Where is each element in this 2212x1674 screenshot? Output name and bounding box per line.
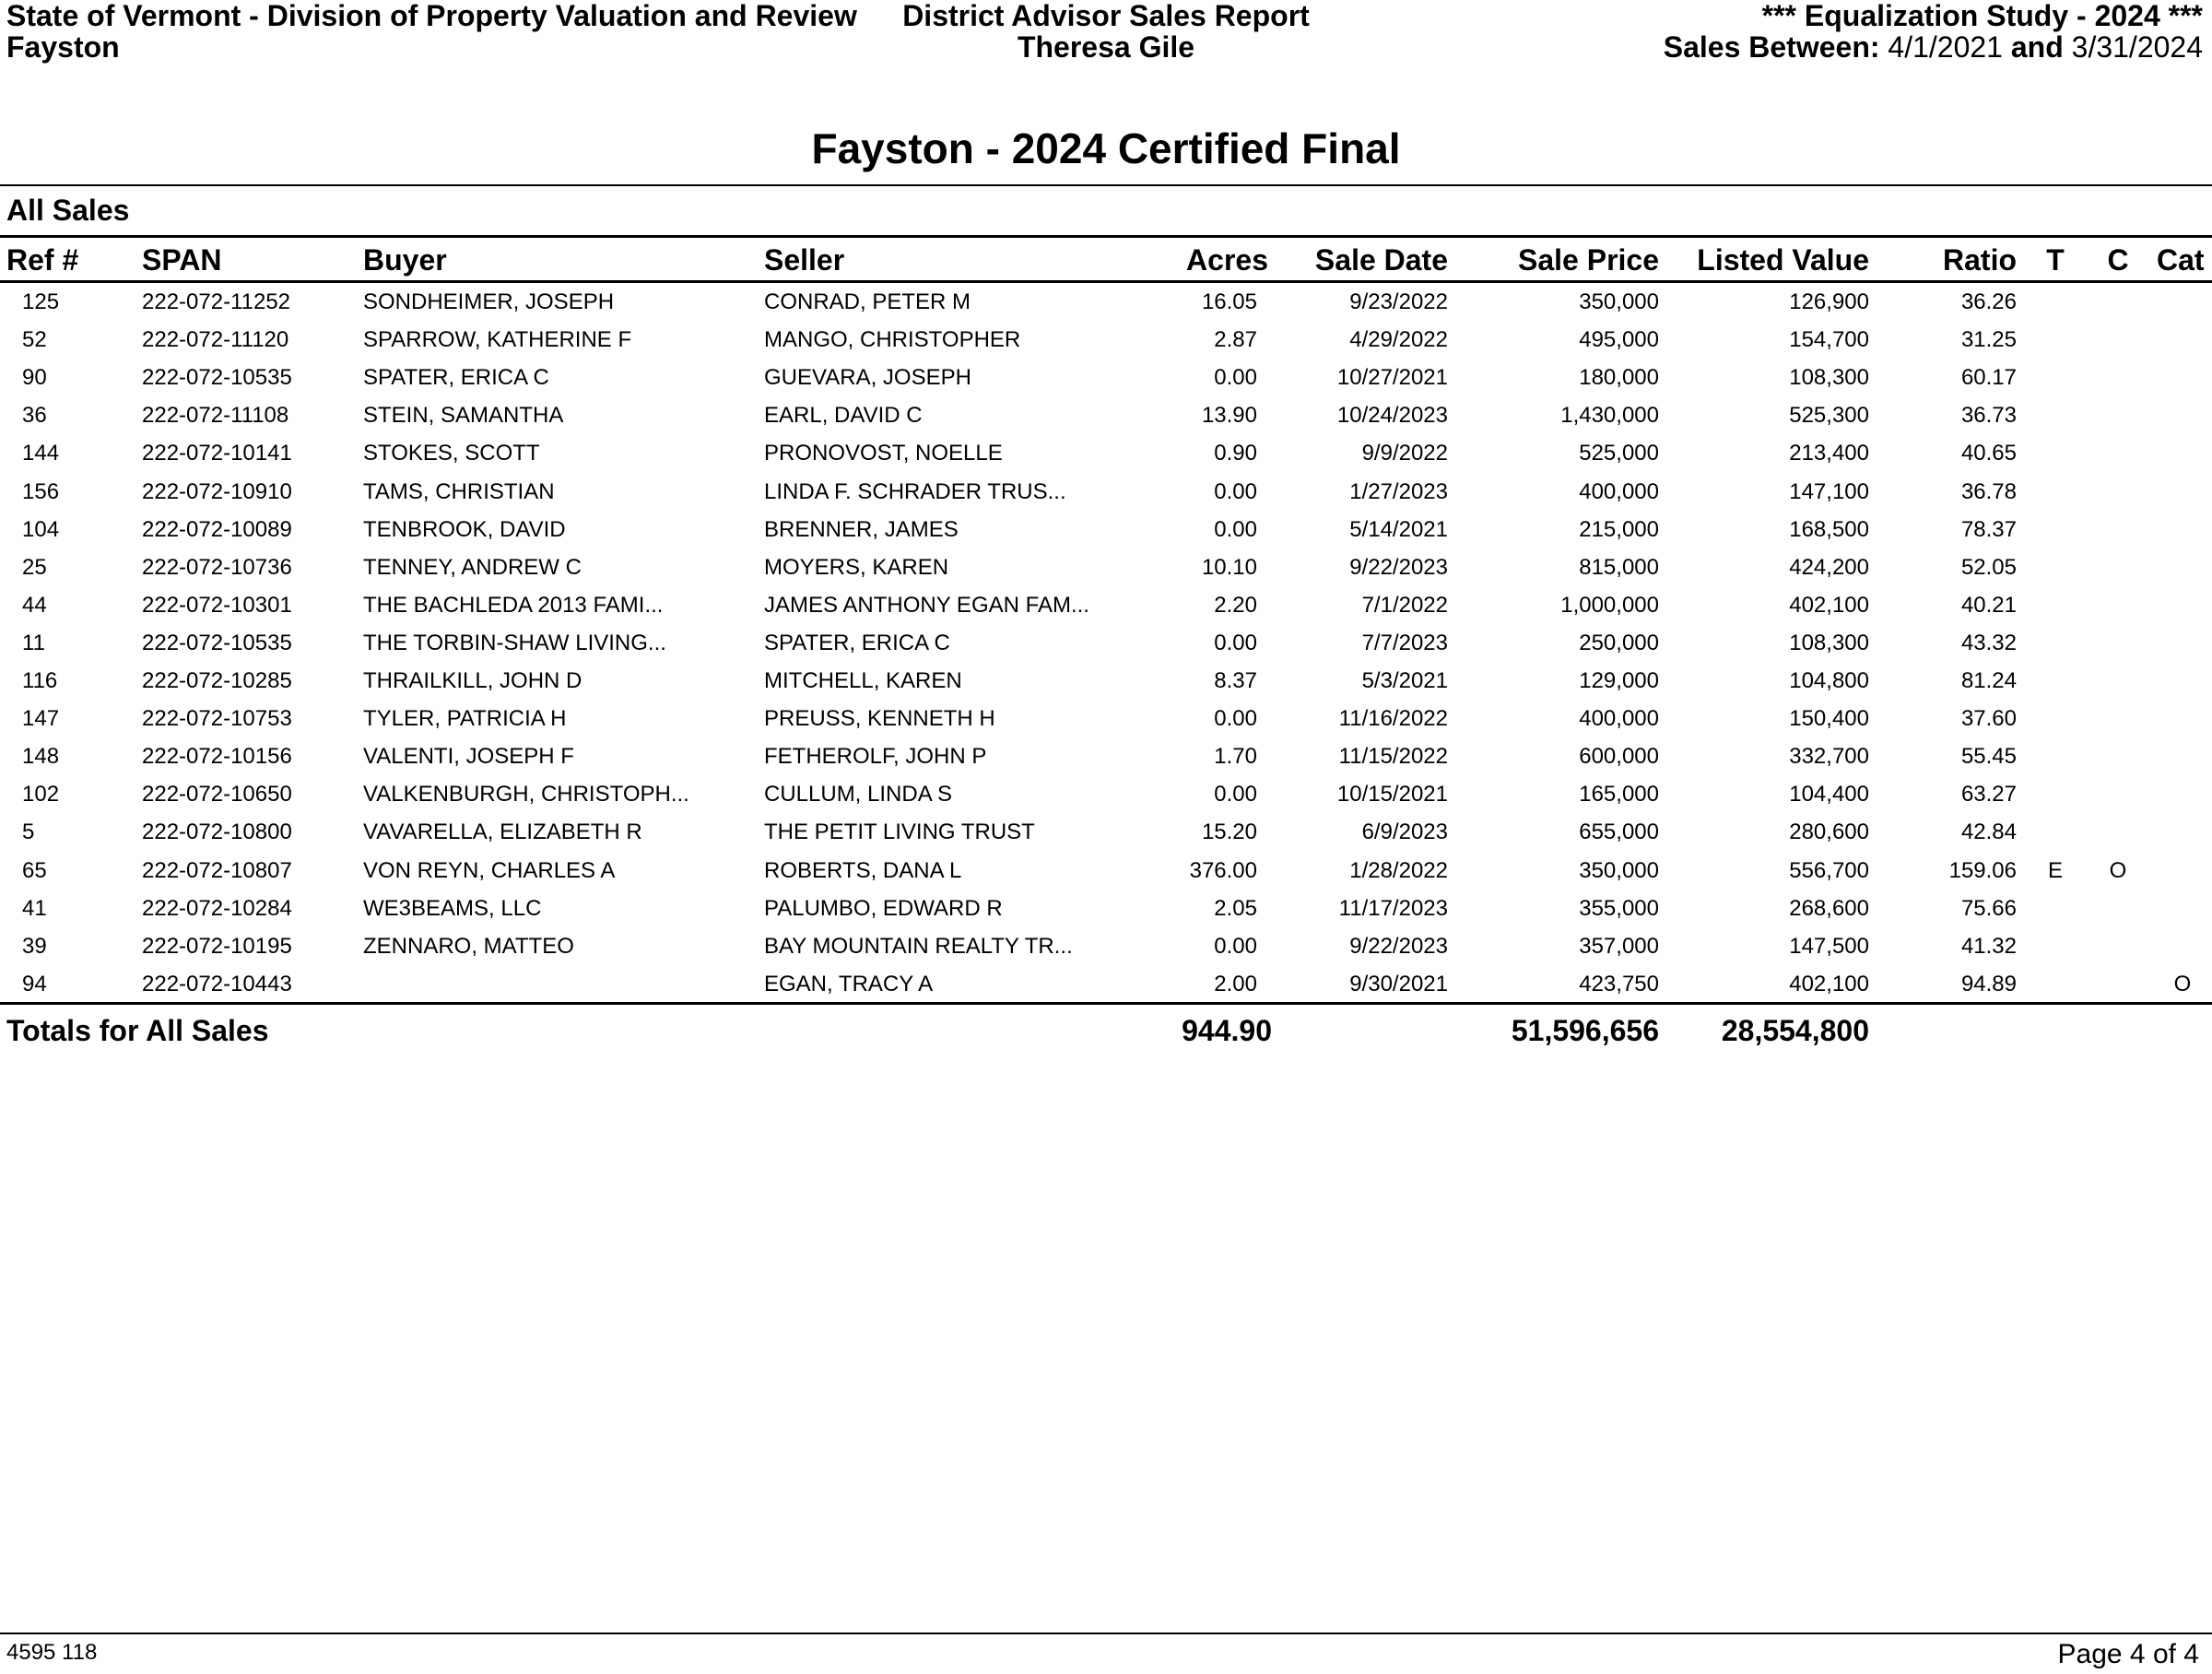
cell-seller: CONRAD, PETER M xyxy=(764,289,971,314)
cell-span: 222-072-10807 xyxy=(142,857,292,883)
cell-acres: 2.87 xyxy=(1214,327,1257,353)
table-row xyxy=(0,890,2212,927)
cell-seller: BRENNER, JAMES xyxy=(764,516,959,542)
cell-acres: 16.05 xyxy=(1201,289,1257,314)
cell-buyer: STEIN, SAMANTHA xyxy=(363,403,564,429)
cell-ref: 39 xyxy=(22,933,47,959)
cell-ref: 156 xyxy=(22,478,60,504)
table-row xyxy=(0,813,2212,851)
cell-sale-date: 11/15/2022 xyxy=(1338,744,1448,770)
and-label: and xyxy=(2010,30,2064,64)
cell-ratio: 36.78 xyxy=(1960,478,2017,504)
table-row xyxy=(0,321,2212,359)
cell-acres: 376.00 xyxy=(1189,857,1257,883)
table-row xyxy=(0,662,2212,700)
cell-seller: EGAN, TRACY A xyxy=(764,971,934,996)
cell-listed-value: 556,700 xyxy=(1789,857,1869,883)
cell-ref: 11 xyxy=(22,630,45,655)
cell-seller: PREUSS, KENNETH H xyxy=(764,706,995,732)
cell-span: 222-072-10736 xyxy=(142,554,292,580)
cell-sale-price: 1,430,000 xyxy=(1560,403,1659,429)
town-name: Fayston xyxy=(6,30,120,64)
date-to: 3/31/2024 xyxy=(2071,30,2203,64)
cell-acres: 2.00 xyxy=(1214,971,1257,996)
cell-listed-value: 104,400 xyxy=(1789,782,1869,808)
cell-listed-value: 213,400 xyxy=(1789,441,1869,466)
advisor-name: Theresa Gile xyxy=(1017,30,1195,64)
cell-sale-price: 165,000 xyxy=(1579,782,1659,808)
cell-acres: 0.00 xyxy=(1214,630,1257,655)
cell-sale-price: 250,000 xyxy=(1579,630,1659,655)
cell-buyer: STOKES, SCOTT xyxy=(363,441,540,466)
cell-sale-date: 4/29/2022 xyxy=(1349,327,1448,353)
cell-buyer: WE3BEAMS, LLC xyxy=(363,895,542,921)
cell-sale-price: 1,000,000 xyxy=(1560,592,1659,618)
cell-sale-price: 357,000 xyxy=(1579,933,1659,959)
cell-acres: 0.00 xyxy=(1214,782,1257,808)
cell-ref: 41 xyxy=(22,895,47,921)
cell-span: 222-072-10141 xyxy=(142,441,292,466)
col-c: C xyxy=(2107,243,2129,277)
cell-span: 222-072-10443 xyxy=(142,971,292,996)
cell-listed-value: 280,600 xyxy=(1789,819,1869,845)
cell-acres: 15.20 xyxy=(1201,819,1257,845)
cell-acres: 2.20 xyxy=(1214,592,1257,618)
cell-sale-date: 11/17/2023 xyxy=(1338,895,1448,921)
cell-acres: 13.90 xyxy=(1201,403,1257,429)
cell-seller: GUEVARA, JOSEPH xyxy=(764,365,971,391)
cell-seller: JAMES ANTHONY EGAN FAM... xyxy=(764,592,1089,618)
cell-listed-value: 168,500 xyxy=(1789,516,1869,542)
cell-ref: 65 xyxy=(22,857,47,883)
cell-listed-value: 147,100 xyxy=(1789,478,1869,504)
cell-acres: 10.10 xyxy=(1201,554,1257,580)
totals-listed-value: 28,554,800 xyxy=(1721,1014,1869,1047)
report-name: District Advisor Sales Report xyxy=(902,0,1310,32)
totals-divider xyxy=(0,1002,2212,1005)
cell-sale-price: 129,000 xyxy=(1579,668,1659,693)
cell-ref: 94 xyxy=(22,971,47,996)
cell-acres: 0.90 xyxy=(1214,441,1257,466)
cell-ratio: 55.45 xyxy=(1960,744,2017,770)
cell-cat: O xyxy=(2173,971,2192,996)
table-row xyxy=(0,624,2212,662)
cell-ref: 44 xyxy=(22,592,47,618)
cell-sale-price: 400,000 xyxy=(1579,706,1659,732)
cell-acres: 0.00 xyxy=(1214,516,1257,542)
cell-sale-date: 9/23/2022 xyxy=(1349,289,1448,314)
cell-ratio: 31.25 xyxy=(1960,327,2017,353)
table-row xyxy=(0,396,2212,434)
cell-listed-value: 108,300 xyxy=(1789,630,1869,655)
col-cat: Cat xyxy=(2157,243,2205,277)
cell-span: 222-072-10535 xyxy=(142,630,292,655)
footer-divider xyxy=(0,1633,2212,1634)
cell-seller: PALUMBO, EDWARD R xyxy=(764,895,1003,921)
cell-ratio: 52.05 xyxy=(1960,554,2017,580)
cell-seller: CULLUM, LINDA S xyxy=(764,782,953,808)
cell-ref: 148 xyxy=(22,744,60,770)
cell-acres: 8.37 xyxy=(1214,668,1257,693)
cell-ref: 104 xyxy=(22,516,60,542)
cell-ratio: 36.26 xyxy=(1960,289,2017,314)
totals-acres: 944.90 xyxy=(1182,1014,1272,1047)
cell-seller: BAY MOUNTAIN REALTY TR... xyxy=(764,933,1073,959)
cell-ratio: 36.73 xyxy=(1960,403,2017,429)
cell-sale-date: 10/24/2023 xyxy=(1336,403,1448,429)
cell-seller: PRONOVOST, NOELLE xyxy=(764,441,1003,466)
cell-ratio: 40.21 xyxy=(1960,592,2017,618)
cell-sale-price: 600,000 xyxy=(1579,744,1659,770)
cell-span: 222-072-10800 xyxy=(142,819,292,845)
cell-sale-price: 400,000 xyxy=(1579,478,1659,504)
cell-ratio: 60.17 xyxy=(1960,365,2017,391)
cell-span: 222-072-10089 xyxy=(142,516,292,542)
cell-sale-price: 350,000 xyxy=(1579,289,1659,314)
table-row xyxy=(0,700,2212,737)
cell-span: 222-072-10301 xyxy=(142,592,292,618)
cell-span: 222-072-11108 xyxy=(142,403,289,429)
cell-listed-value: 268,600 xyxy=(1789,895,1869,921)
col-listed-value: Listed Value xyxy=(1697,243,1869,277)
cell-buyer: TYLER, PATRICIA H xyxy=(363,706,567,732)
cell-sale-price: 815,000 xyxy=(1579,554,1659,580)
cell-ratio: 63.27 xyxy=(1960,782,2017,808)
cell-ratio: 94.89 xyxy=(1960,971,2017,996)
col-ratio: Ratio xyxy=(1943,243,2017,277)
cell-acres: 0.00 xyxy=(1214,933,1257,959)
cell-acres: 0.00 xyxy=(1214,706,1257,732)
cell-span: 222-072-10156 xyxy=(142,744,292,770)
table-row xyxy=(0,473,2212,511)
cell-listed-value: 525,300 xyxy=(1789,403,1869,429)
cell-seller: EARL, DAVID C xyxy=(764,403,923,429)
col-buyer: Buyer xyxy=(363,243,447,277)
table-row xyxy=(0,548,2212,586)
cell-buyer: TENNEY, ANDREW C xyxy=(363,554,582,580)
cell-ratio: 78.37 xyxy=(1960,516,2017,542)
agency-name: State of Vermont - Division of Property Valuation and Review xyxy=(6,0,857,32)
cell-sale-price: 355,000 xyxy=(1579,895,1659,921)
cell-sale-date: 7/1/2022 xyxy=(1361,592,1448,618)
cell-ref: 144 xyxy=(22,441,60,466)
cell-ref: 90 xyxy=(22,365,47,391)
col-t: T xyxy=(2046,243,2065,277)
table-row xyxy=(0,586,2212,624)
cell-sale-price: 180,000 xyxy=(1579,365,1659,391)
cell-span: 222-072-10650 xyxy=(142,782,292,808)
cell-sale-date: 10/27/2021 xyxy=(1336,365,1448,391)
table-row xyxy=(0,359,2212,396)
cell-listed-value: 104,800 xyxy=(1789,668,1869,693)
cell-sale-price: 525,000 xyxy=(1579,441,1659,466)
cell-sale-date: 5/14/2021 xyxy=(1349,516,1448,542)
cell-listed-value: 424,200 xyxy=(1789,554,1869,580)
cell-buyer: THRAILKILL, JOHN D xyxy=(363,668,582,693)
study-label: *** Equalization Study - 2024 *** xyxy=(1761,0,2203,32)
cell-span: 222-072-10910 xyxy=(142,478,292,504)
cell-span: 222-072-11252 xyxy=(142,289,291,314)
cell-ratio: 43.32 xyxy=(1960,630,2017,655)
cell-ratio: 42.84 xyxy=(1960,819,2017,845)
section-divider xyxy=(0,235,2212,238)
col-acres: Acres xyxy=(1186,243,1268,277)
table-row xyxy=(0,927,2212,965)
table-row xyxy=(0,434,2212,472)
cell-sale-price: 215,000 xyxy=(1579,516,1659,542)
sales-between xyxy=(1664,31,2203,63)
cell-ref: 5 xyxy=(22,819,35,845)
cell-listed-value: 150,400 xyxy=(1789,706,1869,732)
col-span: SPAN xyxy=(142,243,222,277)
cell-buyer: VAVARELLA, ELIZABETH R xyxy=(363,819,642,845)
cell-listed-value: 402,100 xyxy=(1789,971,1869,996)
cell-sale-date: 10/15/2021 xyxy=(1336,782,1448,808)
section-title: All Sales xyxy=(6,194,130,227)
col-sale-price: Sale Price xyxy=(1518,243,1659,277)
table-row xyxy=(0,737,2212,775)
cell-listed-value: 126,900 xyxy=(1789,289,1869,314)
cell-buyer: THE BACHLEDA 2013 FAMI... xyxy=(363,592,664,618)
table-row xyxy=(0,283,2212,321)
cell-ref: 25 xyxy=(22,554,47,580)
cell-ratio: 81.24 xyxy=(1960,668,2017,693)
cell-seller: MITCHELL, KAREN xyxy=(764,668,962,693)
cell-ref: 102 xyxy=(22,782,60,808)
cell-listed-value: 332,700 xyxy=(1789,744,1869,770)
cell-ref: 116 xyxy=(22,668,58,693)
table-row xyxy=(0,965,2212,1003)
cell-sale-price: 495,000 xyxy=(1579,327,1659,353)
cell-sale-date: 11/16/2022 xyxy=(1338,706,1448,732)
cell-buyer: SPATER, ERICA C xyxy=(363,365,549,391)
cell-sale-date: 1/28/2022 xyxy=(1349,857,1448,883)
cell-buyer: TAMS, CHRISTIAN xyxy=(363,478,555,504)
cell-sale-price: 655,000 xyxy=(1579,819,1659,845)
cell-buyer: ZENNARO, MATTEO xyxy=(363,933,574,959)
cell-ref: 125 xyxy=(22,289,60,314)
cell-ref: 52 xyxy=(22,327,47,353)
cell-seller: MOYERS, KAREN xyxy=(764,554,949,580)
cell-ref: 147 xyxy=(22,706,60,732)
table-row xyxy=(0,852,2212,890)
cell-buyer: VALKENBURGH, CHRISTOPH... xyxy=(363,782,689,808)
totals-label: Totals for All Sales xyxy=(6,1014,269,1047)
cell-span: 222-072-10535 xyxy=(142,365,292,391)
cell-acres: 2.05 xyxy=(1214,895,1257,921)
cell-ratio: 159.06 xyxy=(1948,857,2017,883)
cell-ratio: 75.66 xyxy=(1960,895,2017,921)
cell-buyer: SONDHEIMER, JOSEPH xyxy=(363,289,615,314)
page-title: Fayston - 2024 Certified Final xyxy=(811,124,1401,172)
cell-span: 222-072-11120 xyxy=(142,327,289,353)
cell-sale-date: 9/9/2022 xyxy=(1361,441,1448,466)
cell-buyer: VALENTI, JOSEPH F xyxy=(363,744,574,770)
cell-buyer: THE TORBIN-SHAW LIVING... xyxy=(363,630,666,655)
date-from: 4/1/2021 xyxy=(1888,30,2003,64)
cell-seller: ROBERTS, DANA L xyxy=(764,857,962,883)
cell-listed-value: 154,700 xyxy=(1789,327,1869,353)
cell-span: 222-072-10753 xyxy=(142,706,292,732)
cell-buyer: SPARROW, KATHERINE F xyxy=(363,327,632,353)
cell-seller: FETHEROLF, JOHN P xyxy=(764,744,987,770)
cell-seller: THE PETIT LIVING TRUST xyxy=(764,819,1035,845)
col-ref: Ref # xyxy=(6,243,79,277)
cell-listed-value: 108,300 xyxy=(1789,365,1869,391)
cell-seller: LINDA F. SCHRADER TRUS... xyxy=(764,478,1066,504)
cell-t: E xyxy=(2047,857,2063,883)
cell-buyer: TENBROOK, DAVID xyxy=(363,516,566,542)
col-sale-date: Sale Date xyxy=(1314,243,1448,277)
cell-sale-date: 6/9/2023 xyxy=(1361,819,1448,845)
cell-sale-price: 423,750 xyxy=(1579,971,1659,996)
cell-ratio: 41.32 xyxy=(1960,933,2017,959)
footer-code: 4595 118 xyxy=(6,1640,98,1665)
cell-buyer: VON REYN, CHARLES A xyxy=(363,857,616,883)
title-divider xyxy=(0,184,2212,186)
cell-span: 222-072-10195 xyxy=(142,933,292,959)
cell-seller: SPATER, ERICA C xyxy=(764,630,950,655)
table-row xyxy=(0,775,2212,813)
page-number: Page 4 of 4 xyxy=(2057,1639,2199,1669)
totals-sale-price: 51,596,656 xyxy=(1511,1014,1659,1047)
cell-listed-value: 402,100 xyxy=(1789,592,1869,618)
cell-span: 222-072-10285 xyxy=(142,668,292,693)
cell-ref: 36 xyxy=(22,403,47,429)
cell-span: 222-072-10284 xyxy=(142,895,292,921)
cell-acres: 1.70 xyxy=(1214,744,1257,770)
cell-listed-value: 147,500 xyxy=(1789,933,1869,959)
cell-sale-date: 1/27/2023 xyxy=(1349,478,1448,504)
cell-ratio: 37.60 xyxy=(1960,706,2017,732)
cell-acres: 0.00 xyxy=(1214,365,1257,391)
cell-seller: MANGO, CHRISTOPHER xyxy=(764,327,1021,353)
cell-ratio: 40.65 xyxy=(1960,441,2017,466)
cell-acres: 0.00 xyxy=(1214,478,1257,504)
cell-sale-date: 5/3/2021 xyxy=(1361,668,1448,693)
sales-between-label: Sales Between: xyxy=(1663,30,1880,64)
cell-sale-date: 9/22/2023 xyxy=(1349,933,1448,959)
col-seller: Seller xyxy=(764,243,845,277)
cell-sale-date: 9/30/2021 xyxy=(1349,971,1448,996)
cell-sale-date: 7/7/2023 xyxy=(1361,630,1448,655)
cell-sale-price: 350,000 xyxy=(1579,857,1659,883)
cell-c: O xyxy=(2109,857,2127,883)
table-row xyxy=(0,511,2212,548)
cell-sale-date: 9/22/2023 xyxy=(1349,554,1448,580)
